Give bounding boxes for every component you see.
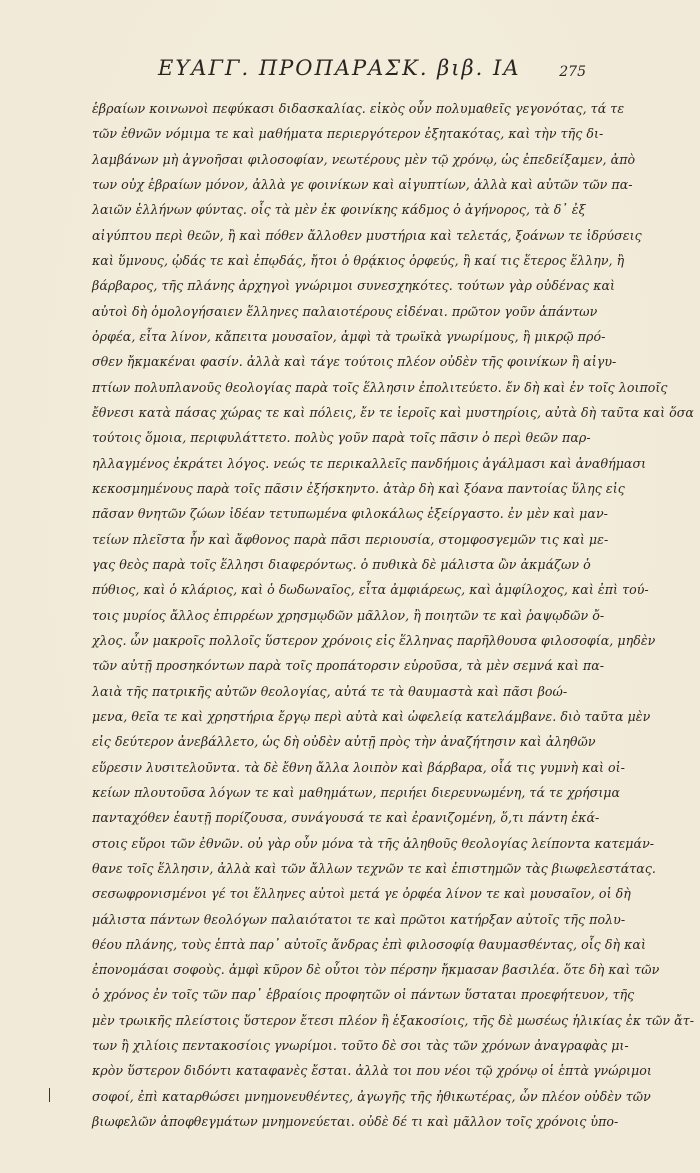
- margin-mark: [49, 1088, 50, 1102]
- text-line: πανταχόθεν ἑαυτῇ πορίζουσα, συνάγουσά τε καὶ ἐρανιζομένη, ὅ,τι πάντη ἐκά-: [92, 810, 600, 826]
- text-line: τούτοις ὅμοια, περιφυλάττετο. πολὺς γοῦν παρὰ τοῖς πᾶσιν ὁ περὶ θεῶν παρ-: [92, 430, 591, 446]
- text-line: μάλιστα πάντων θεολόγων παλαιότατοι τε καὶ πρῶτοι κατήρξαν αὐτοῖς τῆς πολυ-: [92, 911, 626, 927]
- page-header: [150, 56, 586, 86]
- text-line: ἔθνεσι κατὰ πάσας χώρας τε καὶ πόλεις, ἔν τε ἱεροῖς καὶ μυστηρίοις, αὐτὰ δὴ ταῦτα καὶ ὅσα: [92, 404, 694, 420]
- text-line: καὶ ὕμνους, ᾠδάς τε καὶ ἐπῳδάς, ἤτοι ὁ θρᾴκιος ὀρφεύς, ἢ καί τις ἕτερος ἕλλην, ἢ: [92, 252, 625, 268]
- text-line: τῶν αὐτῇ προσηκόντων παρὰ τοῖς προπάτορσιν εὑροῦσα, τὰ μὲν σεμνά καὶ πα-: [92, 658, 605, 674]
- text-line: στοις εὕροι τῶν ἐθνῶν. οὐ γὰρ οὖν μόνα τὰ τῆς ἀληθοῦς θεολογίας λείποντα κατεμάν-: [92, 835, 655, 851]
- text-line: σεσωφρονισμένοι γέ τοι ἕλληνες αὐτοὶ μετά γε ὀρφέα λίνον τε καὶ μουσαῖον, οἱ δὴ: [92, 886, 631, 902]
- text-line: πᾶσαν θνητῶν ζώων ἰδέαν τετυπωμένα φιλοκάλως ἐξείργαστο. ἐν μὲν καὶ μαν-: [92, 506, 608, 522]
- body-text-block: [92, 96, 695, 1134]
- text-line: εὕρεσιν λυσιτελοῦντα. τὰ δὲ ἔθνη ἄλλα λοιπὸν καὶ βάρβαρα, οἷά τις γυμνὴ καὶ οἰ-: [92, 759, 625, 775]
- text-line: λαμβάνων μὴ ἀγνοῆσαι φιλοσοφίαν, νεωτέρους μὲν τῷ χρόνῳ, ὡς ἐπεδείξαμεν, ἀπὸ: [92, 151, 636, 167]
- text-line: ἐπονομάσαι σοφοὺς. ἀμφὶ κῦρον δὲ οὗτοι τὸν πέρσην ἤκμασαν βασιλέα. ὅτε δὴ καὶ τῶν: [92, 962, 660, 978]
- text-line: ὁ χρόνος ἐν τοῖς τῶν παρ᾽ ἑβραίοις προφητῶν οἱ πάντων ὕσταται προεφήτευον, τῆς: [92, 987, 635, 1003]
- running-head: ΕΥΑΓΓ. ΠΡΟΠΑΡΑΣΚ. βιβ. ΙΑ: [158, 56, 521, 80]
- text-line: ἑβραίων κοινωνοὶ πεφύκασι διδασκαλίας. εἰκὸς οὖν πολυμαθεῖς γεγονότας, τά τε: [92, 101, 625, 116]
- text-line: των ἢ χιλίοις πεντακοσίοις γνωρίμοι. τοῦτο δὲ σοι τὰς τῶν χρόνων ἀναγραφὰς μι-: [92, 1038, 629, 1054]
- text-line: λαιῶν ἑλλήνων φύντας. οἷς τὰ μὲν ἐκ φοινίκης κάδμος ὁ ἀγήνορος, τὰ δ᾽ ἐξ: [92, 202, 586, 218]
- text-line: χλος. ὧν μακροῖς πολλοῖς ὕστερον χρόνοις εἰς ἕλληνας παρῆλθουσα φιλοσοφία, μηδὲν: [92, 632, 656, 648]
- text-line: κείων πλουτοῦσα λόγων τε καὶ μαθημάτων, περιήει διερευνωμένη, τά τε χρήσιμα: [92, 784, 621, 800]
- text-line: σθεν ἤκμακέναι φασίν. ἀλλὰ καὶ τάγε τούτοις πλέον οὐδὲν τῆς φοινίκων ἢ αἰγυ-: [92, 354, 617, 370]
- text-line: ὀρφέα, εἶτα λίνον, κἄπειτα μουσαῖον, ἀμφὶ τὰ τρωϊκὰ γνωρίμους, ἢ μικρῷ πρό-: [92, 328, 606, 344]
- text-line: τῶν ἐθνῶν νόμιμα τε καὶ μαθήματα περιεργότερον ἐξητακότας, καὶ τὴν τῆς δι-: [92, 126, 604, 142]
- text-line: αὐτοὶ δὴ ὁμολογήσαιεν ἕλληνες παλαιοτέρους εἰδέναι. πρῶτον γοῦν ἁπάντων: [92, 303, 598, 319]
- text-line: κεκοσμημένους παρὰ τοῖς πᾶσιν ἐξήσκηντο. ἀτὰρ δὴ καὶ ξόανα παντοίας ὕλης εἰς: [92, 480, 625, 496]
- text-line: ηλλαγμένος ἐκράτει λόγος. νεώς τε περικαλλεῖς πανδήμοις ἀγάλμασι καὶ ἀναθήμασι: [92, 455, 647, 471]
- page-number: 275: [559, 64, 586, 80]
- text-line: των οὐχ ἑβραίων μόνον, ἀλλὰ γε φοινίκων καὶ αἰγυπτίων, ἀλλὰ καὶ αὐτῶν τῶν πα-: [92, 176, 633, 192]
- text-line: εἰς δεύτερον ἀνεβάλλετο, ὡς δὴ οὐδὲν αὐτῇ πρὸς τὴν ἀναζήτησιν καὶ ἀληθῶν: [92, 734, 596, 750]
- text-line: λαιὰ τῆς πατρικῆς αὐτῶν θεολογίας, αὐτά τε τὰ θαυμαστὰ καὶ πᾶσι βοώ-: [92, 683, 568, 699]
- text-line: τοις μυρίος ἄλλος ἐπιρρέων χρησμῳδῶν μᾶλλον, ἢ ποιητῶν τε καὶ ῥαψῳδῶν ὄ-: [92, 607, 605, 623]
- text-line: κρὸν ὕστερον διδόντι καταφανὲς ἔσται. ἀλλὰ τοι που νέοι τῷ χρόνῳ οἱ ἑπτὰ γνώριμοι: [92, 1063, 652, 1079]
- text-line: σοφοί, ἐπὶ καταρθώσει μνημονευθέντες, ἀγωγῆς τῆς ἠθικωτέρας, ὧν πλέον οὐδὲν τῶν: [92, 1088, 651, 1104]
- text-line: βιωφελῶν ἀποφθεγμάτων μνημονεύεται. οὐδὲ δέ τι καὶ μᾶλλον τοῖς χρόνοις ὑπο-: [92, 1114, 619, 1130]
- text-line: μενα, θεῖα τε καὶ χρηστήρια ἔργῳ περὶ αὐτὰ καὶ ὠφελείᾳ κατελάμβανε. διὸ ταῦτα μὲν: [92, 708, 651, 724]
- text-line: πτίων πολυπλανοῦς θεολογίας παρὰ τοῖς ἕλλησιν ἐπολιτεύετο. ἔν δὴ καὶ ἐν τοῖς λοιποῖς: [92, 379, 668, 395]
- text-line: μὲν τρωικῆς πλείστοις ὕστερον ἔτεσι πλέον ἢ ἑξακοσίοις, τῆς δὲ μωσέως ἡλικίας ἐκ τῶν ἄτ-: [92, 1012, 695, 1028]
- text-line: θανε τοῖς ἕλλησιν, ἀλλὰ καὶ τῶν ἄλλων τεχνῶν τε καὶ ἐπιστημῶν τὰς βιωφελεστάτας.: [92, 860, 656, 876]
- text-line: βάρβαρος, τῆς πλάνης ἀρχηγοὶ γνώριμοι συνεσχηκότες. τούτων γὰρ οὐδένας καὶ: [92, 278, 616, 294]
- text-line: πύθιος, καὶ ὁ κλάριος, καὶ ὁ δωδωναῖος, εἶτα ἀμφιάρεως, καὶ ἀμφίλοχος, καὶ ἐπὶ τού-: [92, 582, 649, 598]
- text-line: αἰγύπτου περὶ θεῶν, ἢ καὶ πόθεν ἄλλοθεν μυστήρια καὶ τελετάς, ξοάνων τε ἱδρύσεις: [92, 227, 642, 243]
- text-line: τείων πλεῖστα ἦν καὶ ἄφθονος παρὰ πᾶσι περιουσία, στομφοσγεμῶν τις καὶ με-: [92, 531, 609, 547]
- text-line: γας θεὸς παρὰ τοῖς ἕλλησι διαφερόντως. ὁ πυθικὰ δὲ μάλιστα ὢν ἀκμάζων ὁ: [92, 556, 591, 572]
- text-line: θέου πλάνης, τοὺς ἑπτὰ παρ᾽ αὐτοῖς ἄνδρας ἐπὶ φιλοσοφίᾳ θαυμασθέντας, οἷς δὴ καὶ: [92, 936, 646, 952]
